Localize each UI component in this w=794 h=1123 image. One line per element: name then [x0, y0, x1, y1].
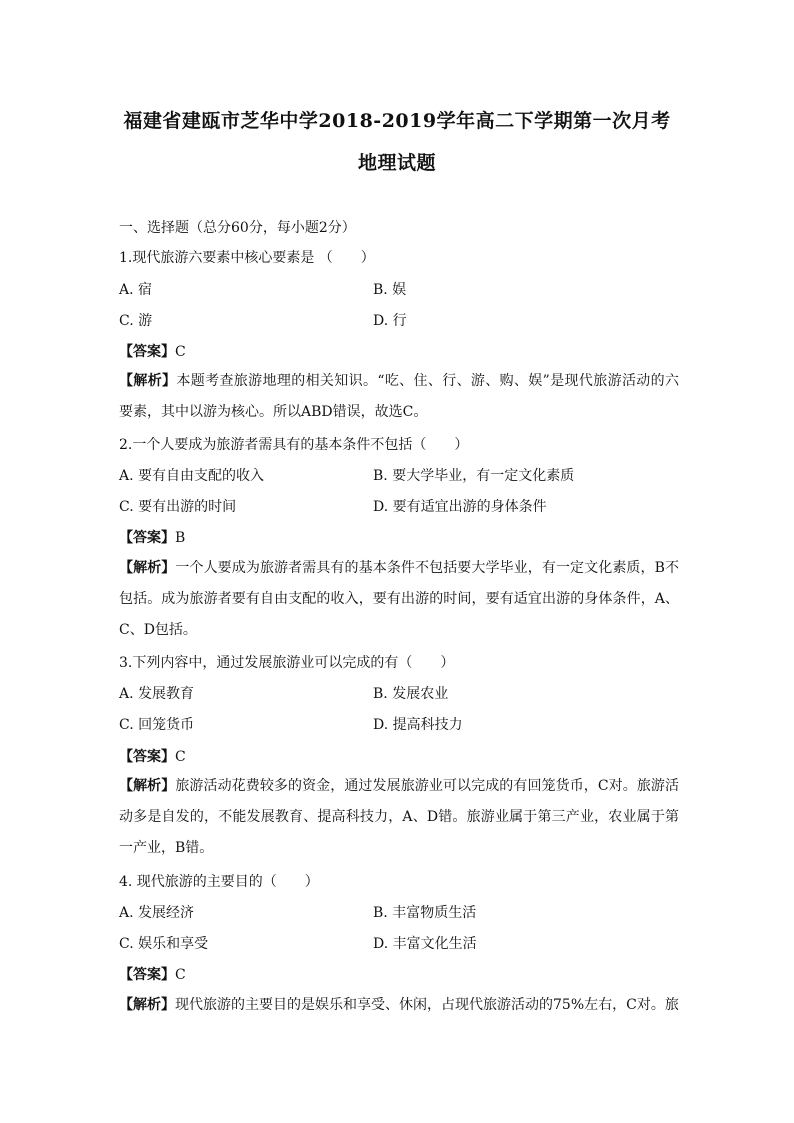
question-1-option-c: C. 游	[119, 313, 153, 329]
question-1-answer	[119, 343, 186, 361]
question-2-stem: 2.一个人要成为旅游者需具有的基本条件不包括（ ）	[119, 437, 469, 453]
answer-value: B	[175, 530, 186, 546]
question-2-analysis	[119, 553, 679, 646]
answer-tag: 【答案】	[119, 967, 175, 983]
question-1-option-d: D. 行	[373, 313, 407, 329]
question-1-option-b: B. 娱	[373, 282, 407, 298]
analysis-text: 一个人要成为旅游者需具有的基本条件不包括要大学毕业，有一定文化素质，B不包括。成为旅游者要有自由支配的收入，要有出游的时间，要有适宜出游的身体条件，A、C、D包括。	[119, 560, 679, 638]
question-4-option-d: D. 丰富文化生活	[373, 936, 477, 952]
question-4-answer	[119, 966, 186, 984]
section-heading: 一、选择题（总分60分，每小题2分）	[119, 220, 356, 236]
answer-tag: 【答案】	[119, 344, 175, 360]
answer-tag: 【答案】	[119, 530, 175, 546]
question-2-option-d: D. 要有适宜出游的身体条件	[373, 499, 547, 515]
question-3-analysis	[119, 771, 679, 864]
question-2-option-c: C. 要有出游的时间	[119, 499, 237, 515]
question-1-analysis	[119, 366, 679, 428]
question-3-answer	[119, 748, 186, 766]
question-4-option-a: A. 发展经济	[119, 905, 195, 921]
analysis-tag: 【解析】	[119, 560, 176, 576]
question-1-option-a: A. 宿	[119, 282, 153, 298]
question-3-option-b: B. 发展农业	[373, 686, 449, 702]
question-4-stem: 4. 现代旅游的主要目的（ ）	[119, 874, 319, 890]
question-3-option-c: C. 回笼货币	[119, 717, 195, 733]
analysis-text: 现代旅游的主要目的是娱乐和享受、休闲，占现代旅游活动的75%左右，C对。旅	[175, 997, 679, 1013]
answer-tag: 【答案】	[119, 749, 175, 765]
question-4-option-c: C. 娱乐和享受	[119, 936, 209, 952]
analysis-tag: 【解析】	[119, 373, 177, 389]
analysis-text: 旅游活动花费较多的资金，通过发展旅游业可以完成的有回笼货币，C对。旅游活动多是自发的，不能发展教育、提高科技力，A、D错。旅游业属于第三产业，农业属于第一产业，B错。	[119, 778, 679, 856]
answer-value: C	[175, 344, 186, 360]
answer-value: C	[175, 749, 186, 765]
analysis-tag: 【解析】	[119, 997, 175, 1013]
analysis-tag: 【解析】	[119, 778, 176, 794]
question-3-stem: 3.下列内容中，通过发展旅游业可以完成的有（ ）	[119, 655, 455, 671]
question-1-stem: 1.现代旅游六要素中核心要素是 （ ）	[119, 250, 375, 266]
answer-value: C	[175, 967, 186, 983]
question-2-answer	[119, 529, 185, 547]
question-2-option-b: B. 要大学毕业，有一定文化素质	[373, 468, 575, 484]
question-4-option-b: B. 丰富物质生活	[373, 905, 477, 921]
analysis-text: 本题考查旅游地理的相关知识。“吃、住、行、游、购、娱”是现代旅游活动的六要素，其中以游为核心。所以ABD错误，故选C。	[119, 373, 680, 420]
question-4-analysis	[119, 990, 679, 1021]
document-title: 福建省建瓯市芝华中学2018-2019学年高二下学期第一次月考	[123, 110, 671, 132]
question-3-option-d: D. 提高科技力	[373, 717, 463, 733]
question-2-option-a: A. 要有自由支配的收入	[119, 468, 265, 484]
document-subtitle: 地理试题	[357, 152, 436, 174]
question-3-option-a: A. 发展教育	[119, 686, 195, 702]
